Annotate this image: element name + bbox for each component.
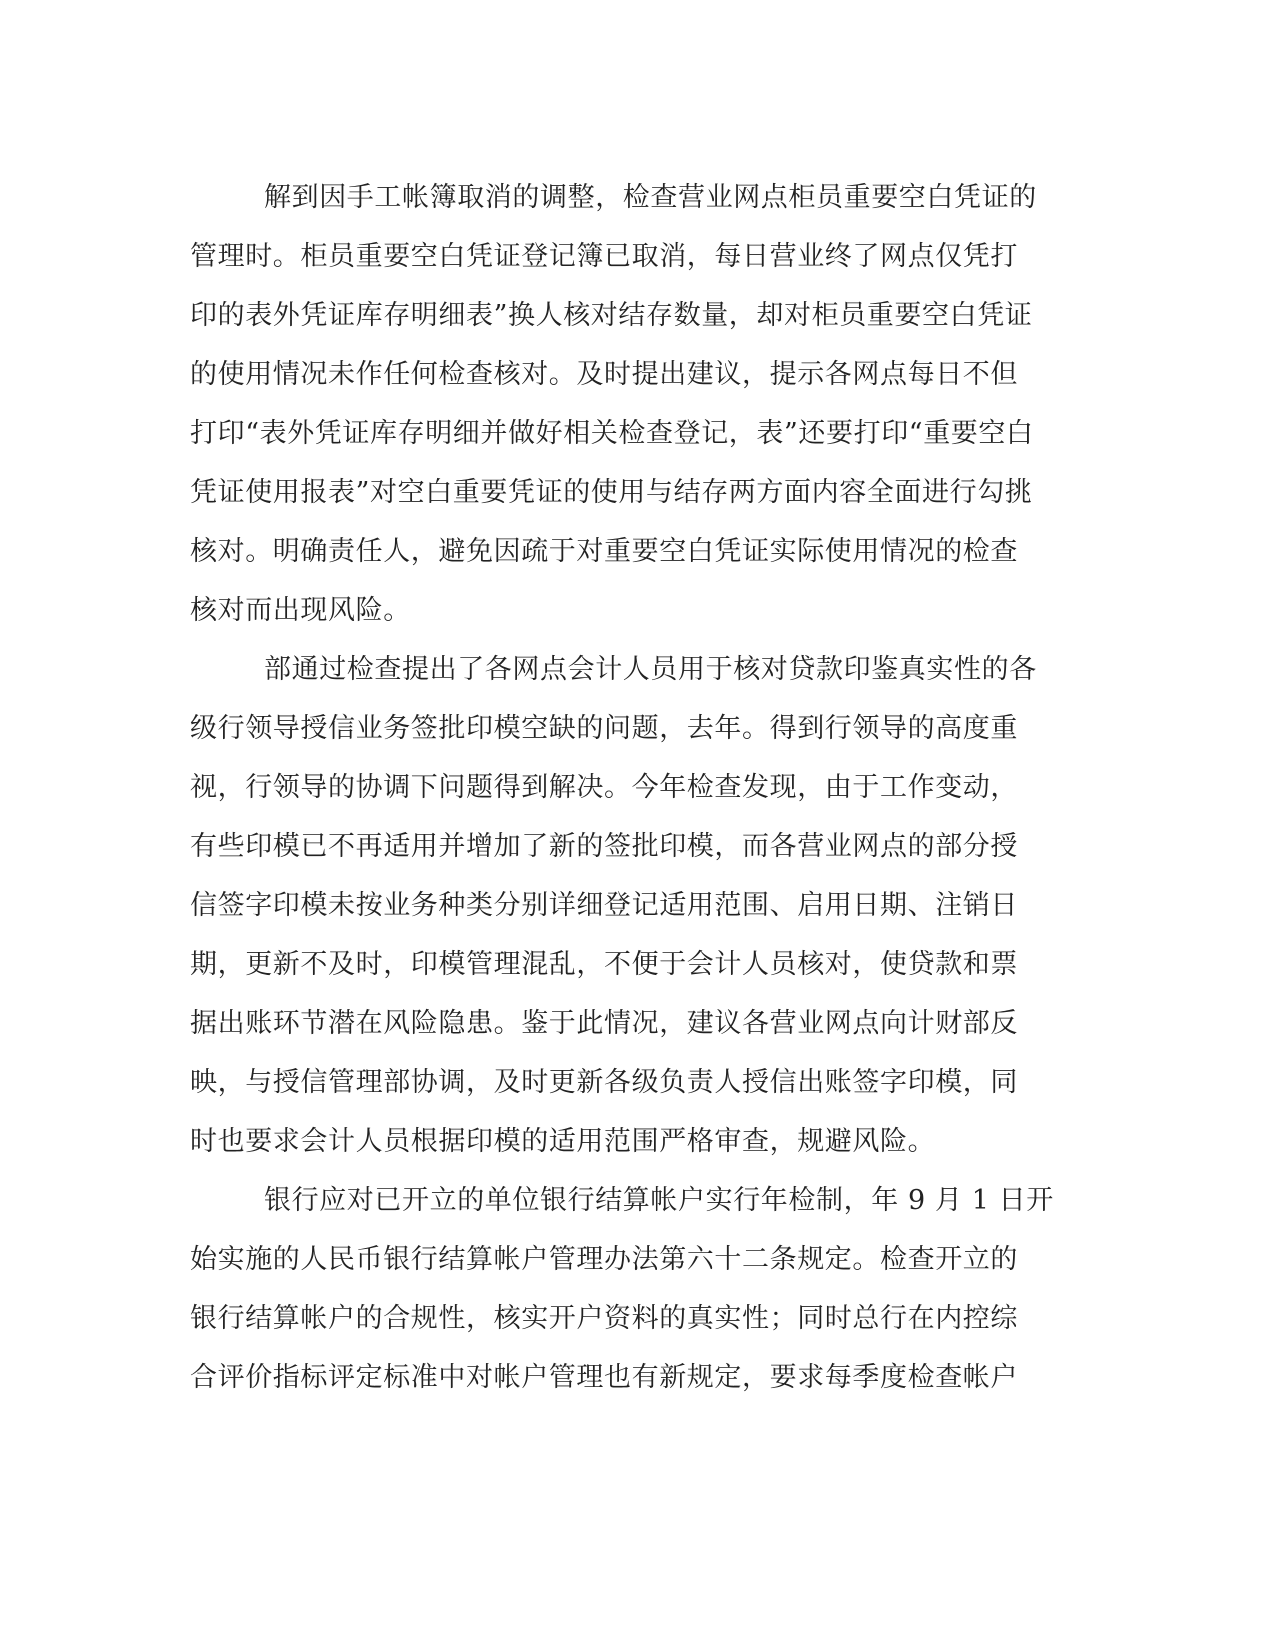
paragraph-1-line-2: 管理时。柜员重要空白凭证登记簿已取消，每日营业终了网点仅凭打	[190, 241, 1018, 272]
paragraph-3-line-4: 合评价指标评定标准中对帐户管理也有新规定，要求每季度检查帐户	[190, 1362, 1018, 1393]
paragraph-1-line-6: 凭证使用报表”对空白重要凭证的使用与结存两方面内容全面进行勾挑	[190, 477, 1033, 508]
paragraph-2-line-4: 有些印模已不再适用并增加了新的签批印模，而各营业网点的部分授	[190, 831, 1018, 862]
paragraph-2-line-9: 时也要求会计人员根据印模的适用范围严格审查，规避风险。	[190, 1126, 936, 1157]
paragraph-2-line-1: 部通过检查提出了各网点会计人员用于核对贷款印鉴真实性的各	[264, 654, 1037, 685]
paragraph-1-line-3: 印的表外凭证库存明细表”换人核对结存数量，却对柜员重要空白凭证	[190, 300, 1033, 331]
paragraph-1-line-7: 核对。明确责任人，避免因疏于对重要空白凭证实际使用情况的检查	[190, 536, 1018, 567]
paragraph-2-line-8: 映，与授信管理部协调，及时更新各级负责人授信出账签字印模，同	[190, 1067, 1018, 1098]
paragraph-1-line-1: 解到因手工帐簿取消的调整，检查营业网点柜员重要空白凭证的	[264, 182, 1037, 213]
document-body	[190, 168, 1080, 1407]
paragraph-1-line-4: 的使用情况未作任何检查核对。及时提出建议，提示各网点每日不但	[190, 359, 1018, 390]
paragraph-2-line-2: 级行领导授信业务签批印模空缺的问题，去年。得到行领导的高度重	[190, 713, 1018, 744]
paragraph-3-line-1: 银行应对已开立的单位银行结算帐户实行年检制，年 9 月 1 日开	[264, 1185, 1054, 1216]
paragraph-2-line-7: 据出账环节潜在风险隐患。鉴于此情况，建议各营业网点向计财部反	[190, 1008, 1018, 1039]
paragraph-3-line-3: 银行结算帐户的合规性，核实开户资料的真实性；同时总行在内控综	[190, 1303, 1018, 1334]
paragraph-2-line-5: 信签字印模未按业务种类分别详细登记适用范围、启用日期、注销日	[190, 890, 1018, 921]
paragraph-2-line-3: 视，行领导的协调下问题得到解决。今年检查发现，由于工作变动，	[190, 772, 1018, 803]
paragraph-1-line-8: 核对而出现风险。	[190, 595, 411, 626]
paragraph-2-line-6: 期，更新不及时，印模管理混乱，不便于会计人员核对，使贷款和票	[190, 949, 1018, 980]
paragraph-3-line-2: 始实施的人民币银行结算帐户管理办法第六十二条规定。检查开立的	[190, 1244, 1018, 1275]
paragraph-1-line-5: 打印“表外凭证库存明细并做好相关检查登记，表”还要打印“重要空白	[190, 418, 1034, 449]
